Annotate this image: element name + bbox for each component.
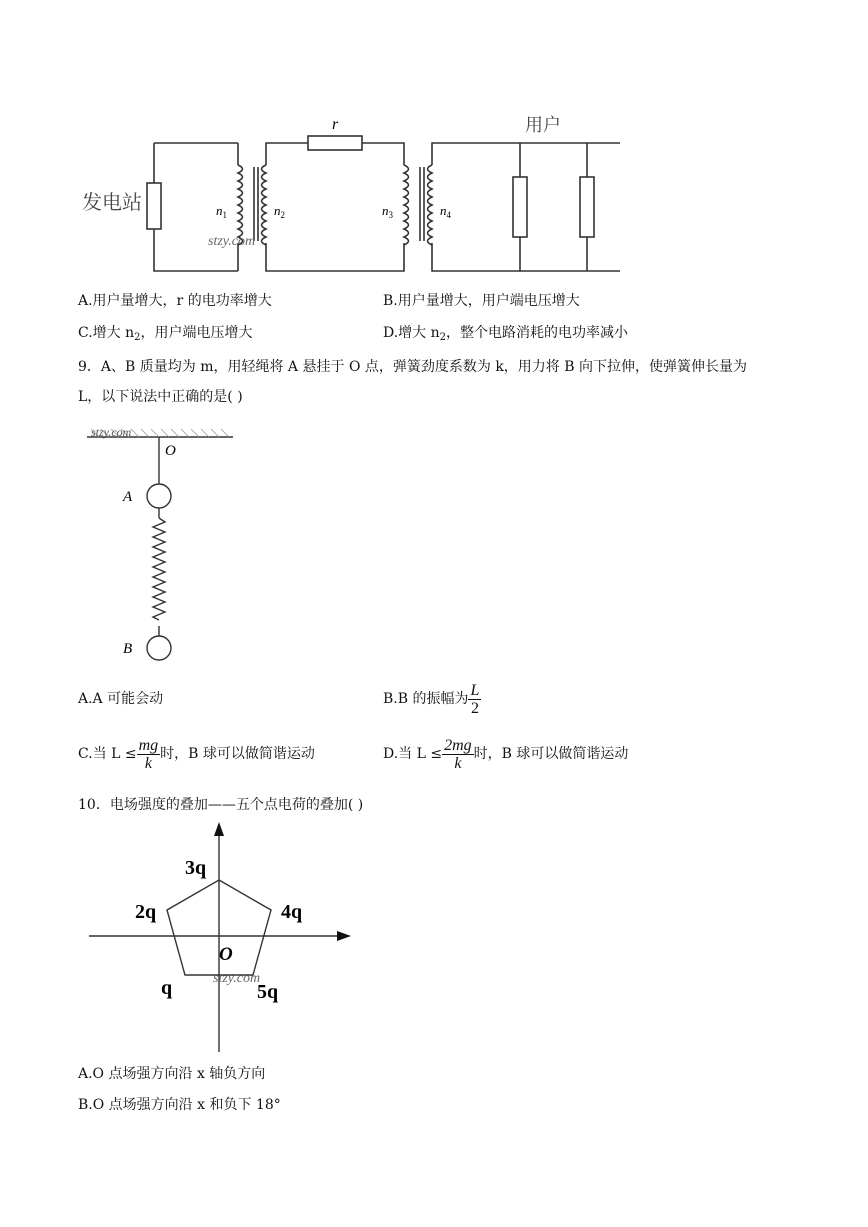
charge-3q: 3q — [185, 857, 207, 879]
coil-n2 — [262, 165, 267, 245]
station-loop-wire — [154, 143, 238, 271]
charge-q: q — [161, 977, 173, 999]
watermark: stzy.com — [91, 425, 132, 439]
q8-option-b: B.用户量增大，用户端电压增大 — [383, 293, 580, 309]
q10-option-b: B.O 点场强方向沿 x 和负下 18° — [78, 1097, 281, 1113]
coil-n1 — [238, 165, 243, 245]
line-resistor-r — [308, 136, 362, 150]
label-n2: $n_2$ — [274, 203, 285, 220]
label-o: O — [165, 443, 176, 459]
q8-option-a: A.用户量增大，r 的电功率增大 — [78, 293, 272, 309]
ball-a — [147, 484, 171, 508]
resistor-label: r — [332, 116, 339, 133]
label-n3: $n_3$ — [382, 203, 393, 220]
pentagon-charges-diagram — [85, 820, 360, 1055]
label-n4: $n_4$ — [440, 203, 451, 220]
q10-stem: 10．电场强度的叠加——五个点电荷的叠加( ) — [78, 797, 364, 813]
spring-mass-diagram — [85, 425, 245, 670]
q8-option-c: C.增大 $n_2$，用户端电压增大 — [78, 325, 253, 343]
q9-option-c: C.当 L ≤ $\frac{mg}{k}$ 时，B 球可以做简谐运动 — [78, 736, 315, 772]
station-resistor — [147, 183, 161, 229]
watermark: stzy.com — [208, 234, 256, 249]
q8-option-d: D.增大 $n_2$，整个电路消耗的电功率减小 — [383, 325, 629, 343]
q9-stem-line1: 9．A、B 质量均为 m，用轻绳将 A 悬挂于 O 点，弹簧劲度系数为 k，用力将 B 向下拉伸，使弹簧伸长量为 — [78, 359, 747, 375]
coil-n3 — [404, 165, 409, 245]
label-a: A — [123, 489, 133, 505]
transformer-circuit-diagram — [70, 105, 640, 285]
watermark: stzy.com — [213, 971, 261, 986]
label-b: B — [123, 641, 133, 657]
user-label: 用户 — [525, 115, 561, 136]
station-label: 发电站 — [82, 190, 142, 214]
q9-option-b: B.B 的振幅为 $\frac{L}{2}$ — [383, 681, 480, 717]
user-load-1 — [513, 177, 527, 237]
origin-label: O — [219, 944, 233, 965]
q9-option-a: A.A 可能会动 — [78, 691, 164, 707]
coil-n4 — [428, 165, 433, 245]
charge-4q: 4q — [281, 901, 303, 923]
q10-option-a: A.O 点场强方向沿 x 轴负方向 — [78, 1066, 266, 1082]
spring — [153, 518, 165, 620]
y-arrow — [214, 822, 224, 836]
x-arrow — [337, 931, 351, 941]
ball-b — [147, 636, 171, 660]
user-load-2 — [580, 177, 594, 237]
q9-stem-line2: L，以下说法中正确的是( ) — [78, 389, 243, 405]
charge-2q: 2q — [135, 901, 157, 923]
q9-option-d: D.当 L ≤ $\frac{2mg}{k}$ 时，B 球可以做简谐运动 — [383, 736, 629, 772]
label-n1: $n_1$ — [216, 203, 227, 220]
charge-5q: 5q — [257, 981, 279, 1003]
